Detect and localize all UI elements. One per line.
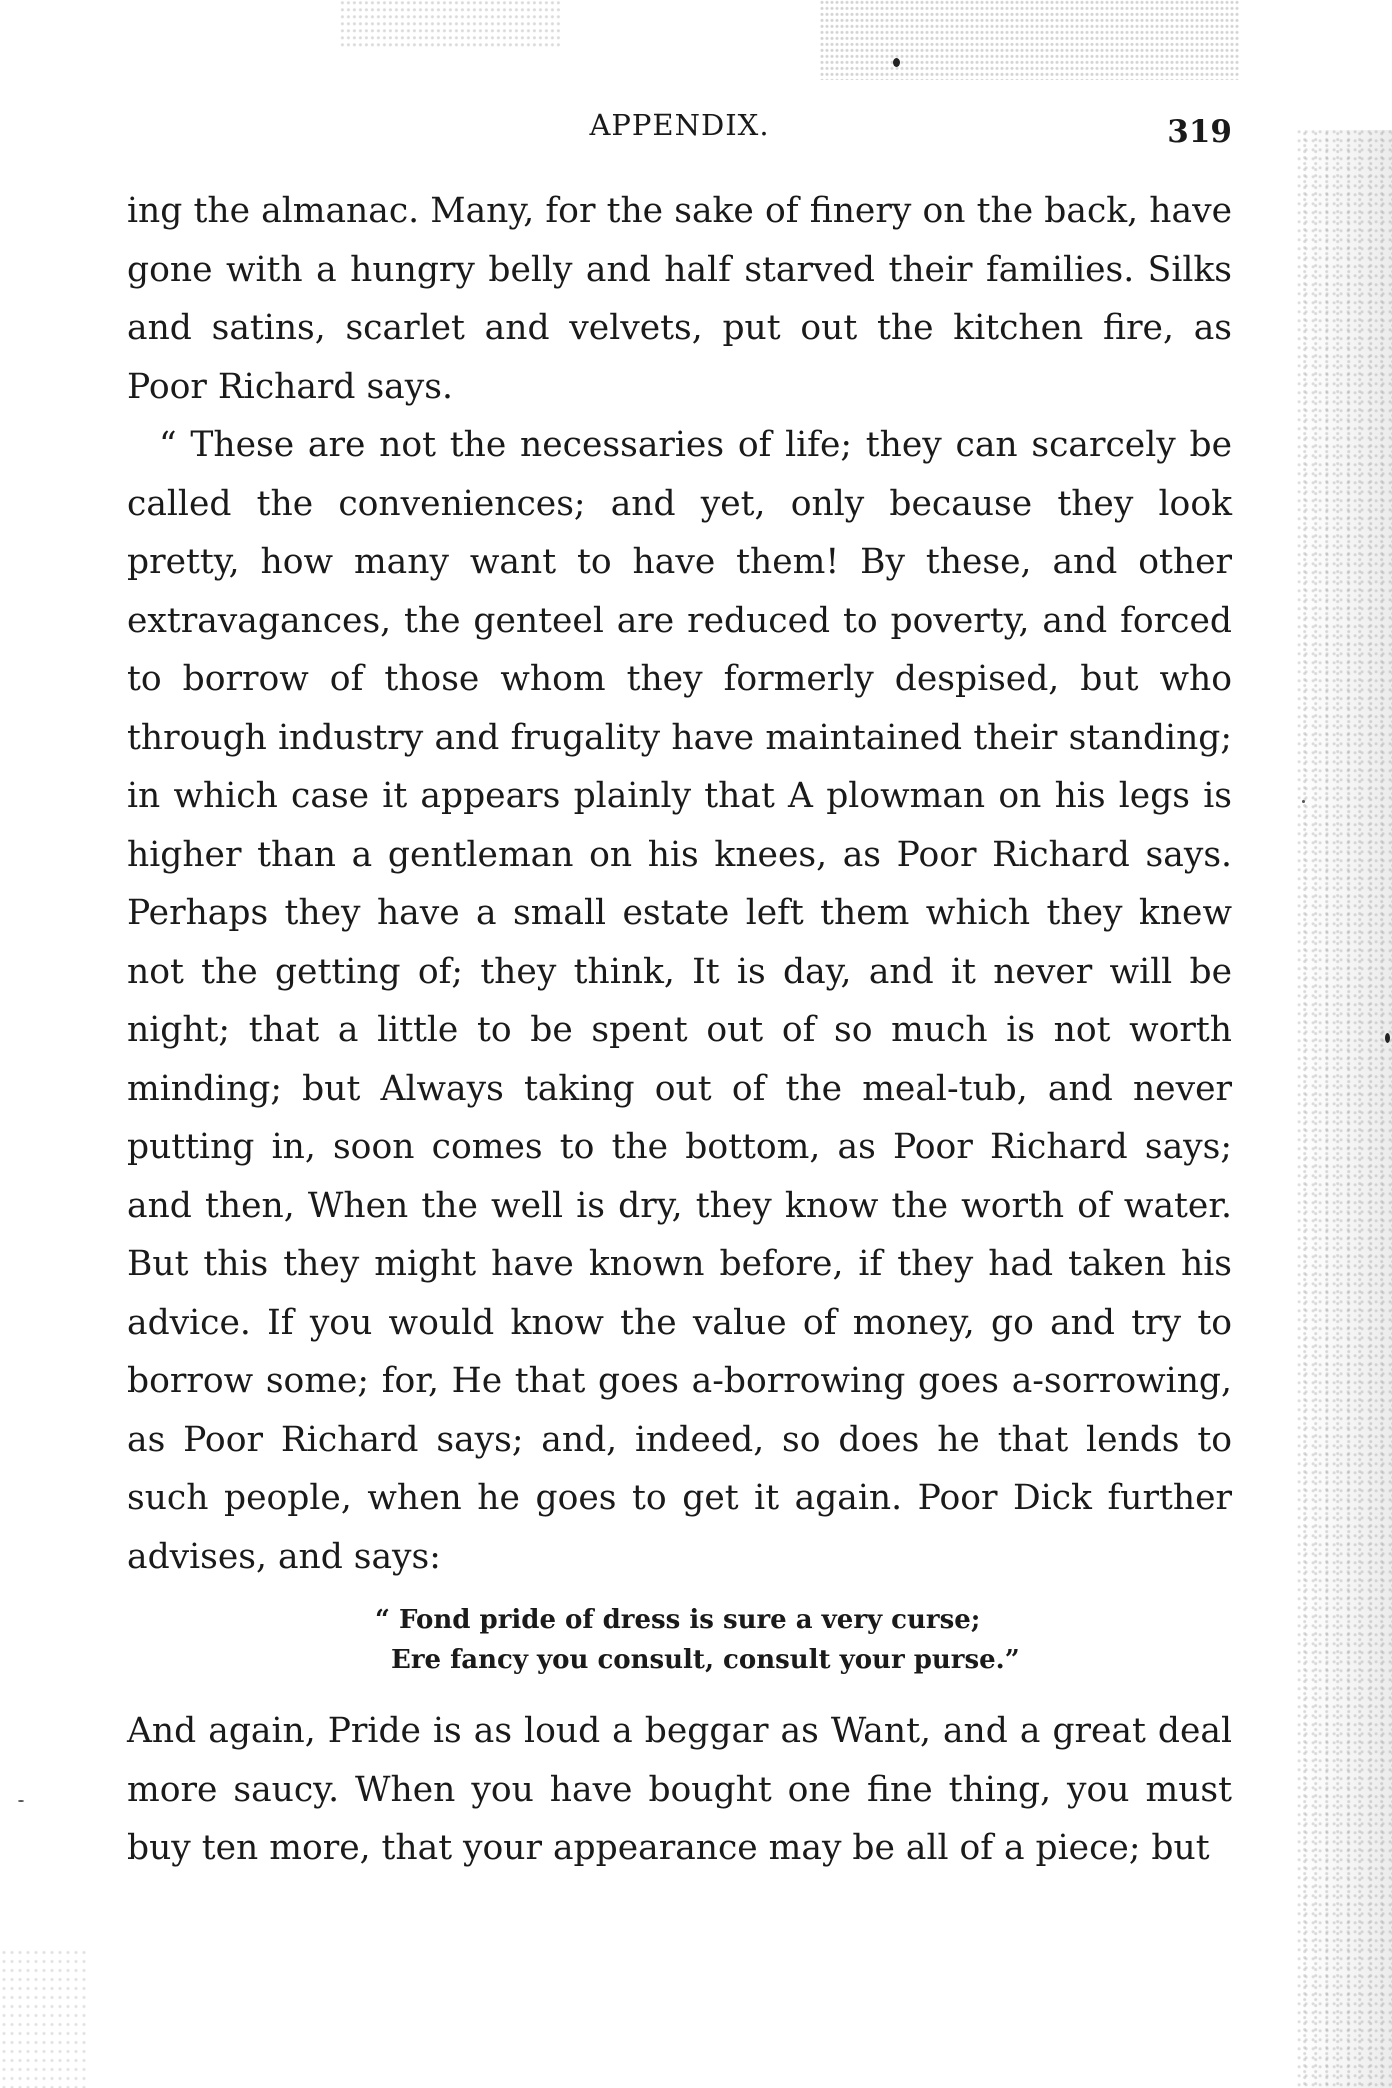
verse-quote	[127, 1600, 1232, 1680]
ink-speck	[893, 58, 900, 67]
ink-speck	[1302, 800, 1305, 803]
paragraph-speech: “ These are not the necessaries of life; they can scarcely be called the conveniences; and yet, only because they look pretty, how many want to have them! By these, and other extravagances, the genteel are reduced to poverty, and forced to borrow of those whom they formerly despised, but who through industry and frugality have maintained their standing; in which case it appears plainly that A plowman on his legs is higher than a gentleman on his knees, as Poor Richard says. Perhaps they have a small estate left them which they knew not the getting of; they think, It is day, and it never will be night; that a little to be spent out of so much is not worth minding; but Always taking out of the meal-tub, and never putting in, soon comes to the bottom, as Poor Richard says; and then, When the well is dry, they know the worth of water. But this they might have known before, if they had taken his advice. If you would know the value of money, go and try to borrow some; for, He that goes a-borrowing goes a-sorrowing, as Poor Richard says; and, indeed, so does he that lends to such people, when he goes to get it again. Poor Dick further advises, and says:	[127, 425, 1232, 1577]
paragraph-closing: And again, Pride is as loud a beggar as Want, and a great deal more saucy. When you have bought one fine thing, you must buy ten more, that your appearance may be all of a piece; but	[127, 1711, 1232, 1868]
scan-noise-bottom-left	[0, 1948, 90, 2088]
book-page	[127, 100, 1232, 1878]
running-head	[127, 100, 1232, 160]
paragraph-continued: ing the almanac. Many, for the sake of finery on the back, have gone with a hungry belly and half starved their families. Silks and satins, scarlet and velvets, put out the kitchen fire, as Poor Richard says.	[127, 191, 1232, 407]
page-number: 319	[1167, 114, 1232, 150]
ink-speck	[1385, 1033, 1390, 1043]
scan-noise-top-right	[820, 0, 1240, 80]
ink-speck	[18, 1800, 24, 1802]
body-text	[127, 182, 1232, 1878]
verse-line-2: Ere fancy you consult, consult your purse.”	[391, 1645, 1020, 1675]
running-title: APPENDIX.	[589, 108, 770, 142]
verse-line-1: “ Fond pride of dress is sure a very curse;	[375, 1605, 981, 1635]
scan-noise-top	[340, 0, 560, 50]
scan-noise-right-edge	[1297, 130, 1392, 2088]
